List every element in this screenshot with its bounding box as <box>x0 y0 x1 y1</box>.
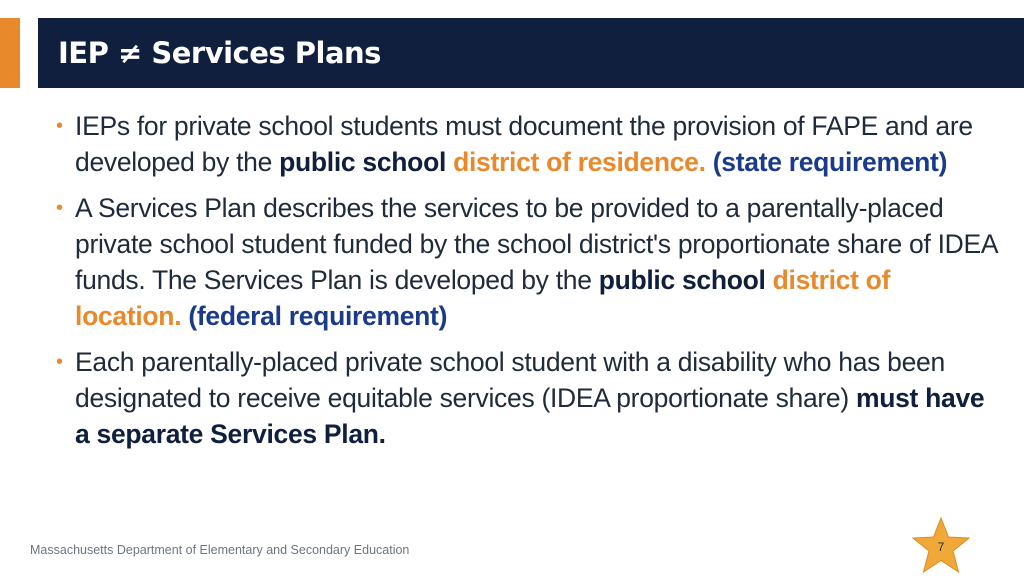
bullet-text: Each parentally-placed private school student with a disability who has been designated to receive equitable services (IDEA proportionate share) <box>75 347 945 413</box>
bullet-note: (federal requirement) <box>188 301 448 331</box>
bullet-list <box>56 108 1001 462</box>
bullet-note: (state requirement) <box>712 147 948 177</box>
accent-bar <box>0 18 20 88</box>
bullet-dot-icon: • <box>56 351 63 373</box>
bullet-strong: must have a separate Services Plan. <box>75 383 985 449</box>
bullet-strong: public school <box>279 147 447 177</box>
page-number-badge <box>910 516 972 576</box>
bullet-highlight: district of location. <box>75 265 891 331</box>
bullet-dot-icon: • <box>56 115 63 137</box>
bullet-item-services-plan <box>56 190 1001 334</box>
bullet-text: IEPs for private school students must document the provision of FAPE and are developed by the <box>75 111 973 177</box>
bullet-item-each-student <box>56 344 1001 452</box>
title-bar <box>38 18 1024 88</box>
bullet-highlight: district of residence. <box>453 147 706 177</box>
page-number: 7 <box>937 540 945 554</box>
bullet-text: A Services Plan describes the services to be provided to a parentally-placed private school student funded by the school district's proportionate share of IDEA funds. The Services Plan is developed by the <box>75 193 997 295</box>
slide-title: IEP ≠ Services Plans <box>58 36 381 70</box>
footer-text: Massachusetts Department of Elementary and Secondary Education <box>30 543 410 557</box>
bullet-dot-icon: • <box>56 197 63 219</box>
bullet-strong: public school <box>598 265 766 295</box>
bullet-item-iep <box>56 108 1001 180</box>
